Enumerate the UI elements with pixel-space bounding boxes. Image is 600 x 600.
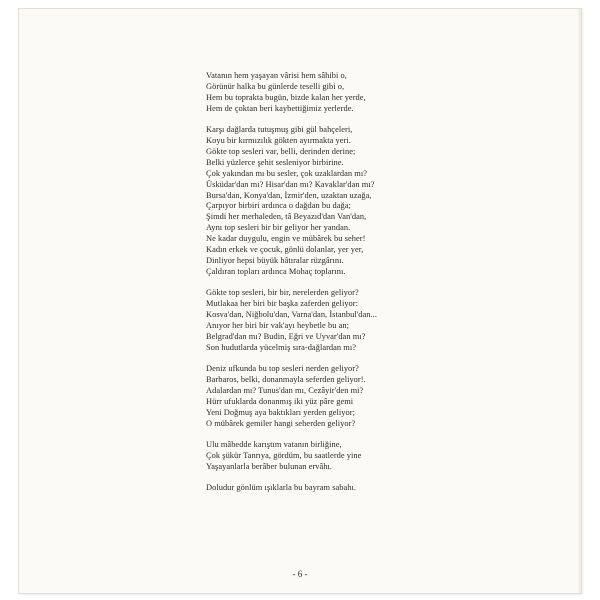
stanza-1 xyxy=(206,71,377,115)
poem-line: Hem de çoktan beri kaybettiğimiz yerlerde. xyxy=(206,103,354,113)
poem-line: O mübârek gemiler hangi seherden geliyor? xyxy=(206,418,356,428)
poem-line: Kosva'dan, Niğbolu'dan, Varna'dan, İstanbul'dan... xyxy=(206,310,377,320)
poem-line: Bursa'dan, Konya'dan, İzmir'den, uzaktan uzağa, xyxy=(206,190,372,200)
page-edge xyxy=(577,9,581,593)
poem-line: Deniz ufkunda bu top sesleri nerden geliyor? xyxy=(206,364,359,374)
poem-line: Koyu bir kırmızılık gökten ayırmakta yeri. xyxy=(206,136,351,146)
poem-line: Yaşayanlarla berâber bulunan ervâhı. xyxy=(206,462,333,471)
stanza-3 xyxy=(206,288,377,353)
poem-line: Çarpıyor birbiri ardınca o dağdan bu dağa; xyxy=(206,201,351,211)
poem-line: Şimdi her merhaleden, tâ Beyazıd'dan Van'dan, xyxy=(206,212,367,222)
poem-line: Hem bu toprakta bugün, bizde kalan her yerde, xyxy=(206,92,366,102)
poem-line: Belki yüzlerce şehit sesleniyor birbirine. xyxy=(206,157,344,167)
poem-line: Ne kadar duygulu, engin ve mübârek bu seher! xyxy=(206,234,366,244)
stanza-2 xyxy=(206,125,377,278)
poem-line: Görünür halka bu günlerde teselli gibi o, xyxy=(206,81,345,91)
stanza-6 xyxy=(206,483,377,494)
book-page xyxy=(18,8,582,594)
poem-line: Barbaros, belki, donanmayla seferden geliyor!. xyxy=(206,375,366,385)
poem-line: Belgrad'dan mı? Budin, Eğri ve Uyvar'dan mı? xyxy=(206,331,366,341)
poem-line: Yeni Doğmuş aya baktıkları yerden geliyor; xyxy=(206,407,355,417)
poem-line: Dinliyor hepsi büyük hâtıralar rüzgârını. xyxy=(206,256,344,265)
poem-line: Çok yakından mı bu sesler, çok uzaklardan mı? xyxy=(206,168,367,178)
poem-line: Son hudutlarda yücelmiş sıra-dağlardan mı? xyxy=(206,342,357,352)
poem-line: Ulu mâbedde karıştım vatanın birliğine, xyxy=(206,440,342,450)
poem-line: Adalardan mı? Tunus'dan mı, Cezâyir'den mi? xyxy=(206,386,364,396)
poem-line: Çok şükür Tanrıya, gördüm, bu saatlerde yine xyxy=(206,451,362,461)
poem-line: Kadın erkek ve çocuk, gönlü dolanlar, yer yer, xyxy=(206,245,364,255)
poem-line: Çaldıran topları ardınca Mohaç toplarını. xyxy=(206,266,346,276)
poem-line: Gökte top sesleri var, belli, derinden derine; xyxy=(206,146,356,156)
poem-line: Gökte top sesleri, bir bir, nerelerden geliyor? xyxy=(206,288,359,298)
poem-line: Vatanın hem yaşayan vârisi hem sâhibi o, xyxy=(206,71,347,80)
poem-line: Üsküdar'dan mı? Hisar'dan mı? Kavaklar'dan mı? xyxy=(206,179,375,189)
poem-line: Doludur gönlüm ışıklarla bu bayram sabahı. xyxy=(206,483,357,493)
stanza-4 xyxy=(206,364,377,429)
poem-line: Mutlakaa her biri bir başka zaferden geliyor: xyxy=(206,299,359,309)
poem xyxy=(206,71,377,505)
poem-line: Anıyor her biri bir vak'ayı heybetle bu an; xyxy=(206,321,349,331)
page-number: - 6 - xyxy=(292,569,308,579)
poem-line: Aynı top sesleri bir bir geliyor her yandan. xyxy=(206,223,351,233)
poem-line: Karşı dağlarda tutuşmuş gibi gül bahçeleri, xyxy=(206,125,353,135)
stanza-5 xyxy=(206,440,377,473)
poem-line: Hürr ufuklarda donanmış iki yüz pâre gemi xyxy=(206,396,354,406)
